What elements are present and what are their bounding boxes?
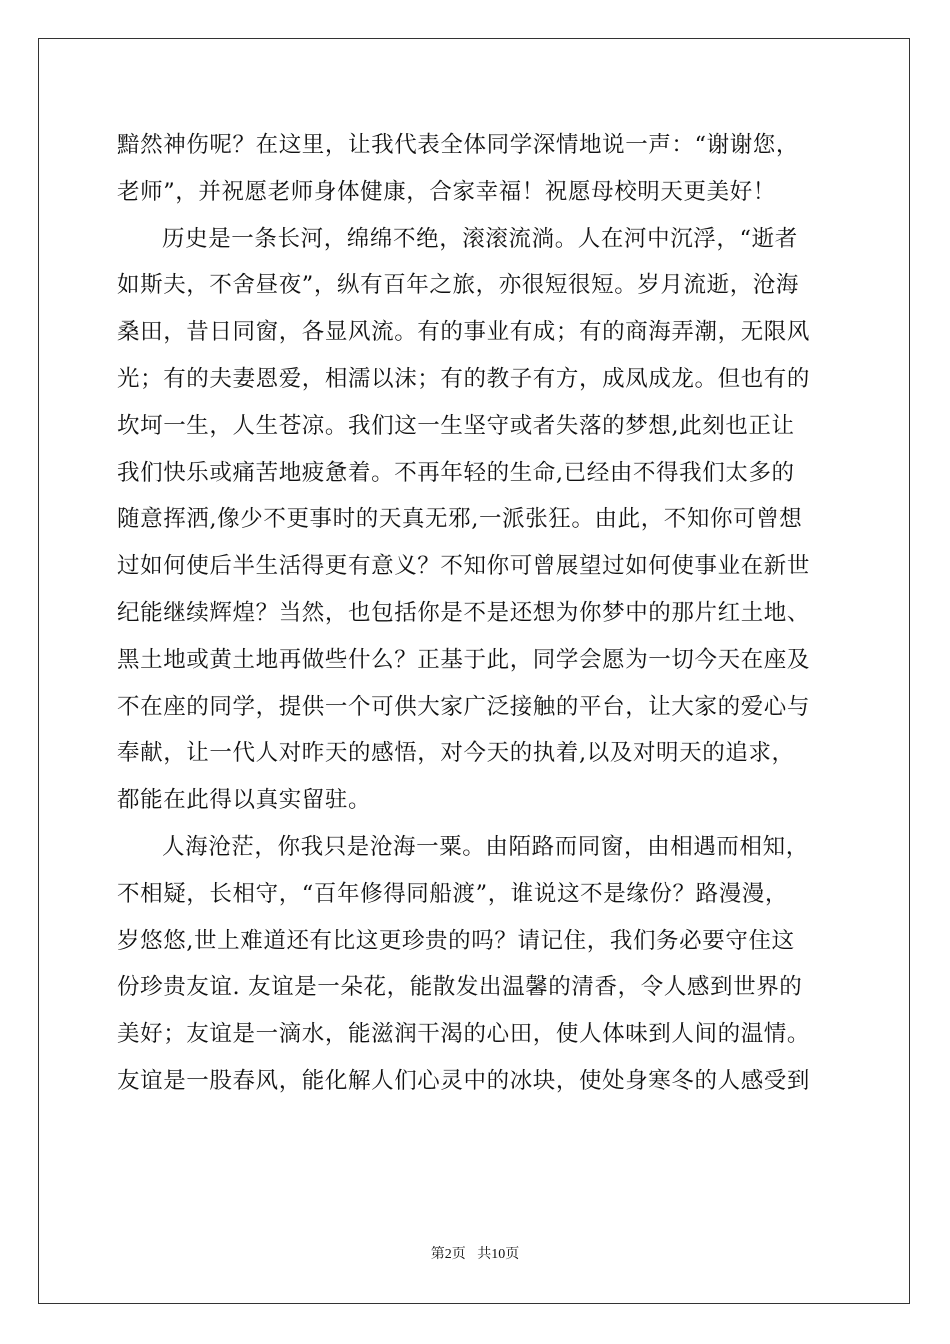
page-number: 第2页	[430, 1247, 466, 1262]
text-line: 老师”，并祝愿老师身体健康，合家幸福！祝愿母校明天更美好！	[117, 178, 776, 205]
text-line: 不在座的同学，提供一个可供大家广泛接触的平台，让大家的爱心与	[117, 693, 811, 720]
text-line: 份珍贵友谊. 友谊是一朵花，能散发出温馨的清香，令人感到世界的	[117, 974, 803, 1001]
text-line: 黯然神伤呢？在这里，让我代表全体同学深情地说一声：“谢谢您，	[117, 132, 800, 158]
document-body	[117, 122, 833, 1105]
text-line: 桑田，昔日同窗，各显风流。有的事业有成；有的商海弄潮，无限风	[117, 319, 811, 346]
text-line: 人海沧茫，你我只是沧海一粟。由陌路而同窗，由相遇而相知，	[162, 833, 809, 860]
text-line: 友谊是一股春风，能化解人们心灵中的冰块，使处身寒冬的人感受到	[117, 1067, 811, 1094]
text-line: 光；有的夫妻恩爱，相濡以沫；有的教子有方，成凤成龙。但也有的	[117, 365, 811, 392]
text-line: 都能在此得以真实留驻。	[117, 787, 372, 814]
text-line: 美好；友谊是一滴水，能滋润干渴的心田，使人体味到人间的温情。	[117, 1021, 811, 1048]
text-line: 随意挥洒,像少不更事时的天真无邪,一派张狂。由此，不知你可曾想	[117, 506, 803, 533]
text-line: 过如何使后半生活得更有意义？不知你可曾展望过如何使事业在新世	[117, 553, 811, 580]
page-footer	[0, 1243, 950, 1263]
text-line: 奉献，让一代人对昨天的感悟，对今天的执着,以及对明天的追求，	[117, 740, 795, 767]
text-line: 坎坷一生，人生苍凉。我们这一生坚守或者失落的梦想,此刻也正让	[117, 412, 795, 439]
text-line: 我们快乐或痛苦地疲惫着。不再年轻的生命,已经由不得我们太多的	[117, 459, 795, 486]
text-line: 不相疑，长相守，“百年修得同船渡”，谁说这不是缘份？路漫漫，	[117, 880, 789, 907]
text-line: 如斯夫，不舍昼夜”，纵有百年之旅，亦很短很短。岁月流逝，沧海	[117, 272, 800, 299]
text-line: 纪能继续辉煌？当然，也包括你是不是还想为你梦中的那片红土地、	[117, 599, 811, 626]
text-line: 黑土地或黄土地再做些什么？正基于此，同学会愿为一切今天在座及	[117, 646, 811, 673]
text-line: 历史是一条长河，绵绵不绝，滚滚流淌。人在河中沉浮，“逝者	[162, 225, 798, 252]
page-total: 共10页	[477, 1247, 520, 1262]
text-line: 岁悠悠,世上难道还有比这更珍贵的吗？请记住，我们务必要守住这	[117, 927, 795, 954]
